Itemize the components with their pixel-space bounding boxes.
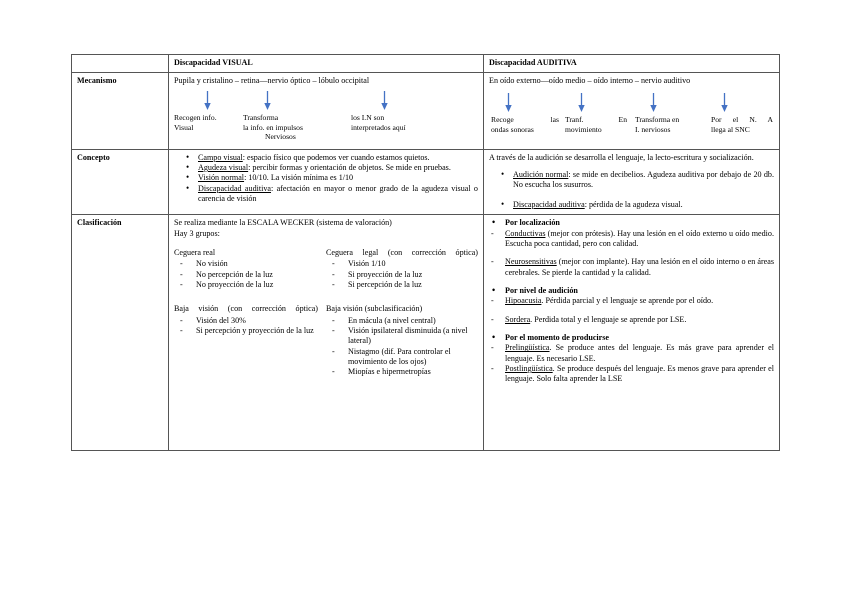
down-arrow-icon	[649, 93, 658, 113]
clasificacion-visual-intro-2: Hay 3 grupos:	[174, 228, 220, 238]
list-item: - Si percepción de la luz	[326, 280, 478, 290]
section-item: - Conductivas (mejor con prótesis). Hay una lesión en el oído externo u oído medio. Escucha poca cantidad, pero con calidad.	[489, 229, 774, 250]
group-baja-vision-correccion	[174, 304, 326, 378]
group-baja-vision-subclasificacion	[326, 304, 478, 378]
list-item: - En mácula (a nivel central)	[326, 316, 478, 326]
header-visual: Discapacidad VISUAL	[169, 55, 484, 73]
row-label-concepto: Concepto	[72, 149, 169, 214]
list-item: - Visión 1/10	[326, 259, 478, 269]
list-item: - Miopías e hipermetropías	[326, 367, 478, 377]
down-arrow-icon	[720, 93, 729, 113]
group-heading: Ceguera real	[174, 247, 216, 257]
spacer	[489, 163, 774, 170]
group-list	[326, 316, 478, 378]
legend-item: Por el N. A llega al SNC	[711, 114, 773, 134]
clasificacion-visual-group-pair-2	[174, 304, 478, 378]
group-heading: Baja visión (subclasificación)	[326, 304, 423, 314]
group-list	[174, 316, 318, 337]
header-corner-cell	[72, 55, 169, 73]
list-item: - Visión del 30%	[174, 316, 318, 326]
group-ceguera-legal	[326, 248, 478, 290]
list-item: - No visión	[174, 259, 318, 269]
section-heading-momento: • Por el momento de producirse	[489, 333, 774, 343]
table-row-clasificacion	[72, 215, 780, 451]
list-item: - No proyección de la luz	[174, 280, 318, 290]
section-item: - Prelingüística. Se produce antes del lenguaje. Es más grave para aprender el lenguaje. Es necesario LSE.	[489, 343, 774, 364]
section-item: - Sordera. Perdida total y el lenguaje se aprende por LSE.	[489, 315, 774, 325]
comparison-table	[71, 54, 780, 451]
mecanismo-auditiva-chain: En oído externo—oído medio – oído interno – nervio auditivo	[489, 76, 691, 86]
list-item: • Visión normal: 10/10. La visión mínima es 1/10	[188, 173, 478, 183]
legend-item: Recoge las ondas sonoras	[491, 114, 559, 134]
spacer	[489, 249, 774, 257]
table-row-mecanismo	[72, 73, 780, 149]
spacer	[489, 307, 774, 315]
table-header-row	[72, 55, 780, 73]
header-auditiva: Discapacidad AUDITIVA	[484, 55, 780, 73]
legend-item: Recogen info. Visual	[174, 112, 217, 132]
list-item: • Campo visual: espacio físico que podemos ver cuando estamos quietos.	[188, 153, 478, 163]
legend-item: los I.N son interpretados aquí	[351, 112, 406, 132]
list-item: - Visión ipsilateral disminuida (a nivel lateral)	[326, 326, 478, 347]
legend-item: Tranf. En movimiento	[565, 114, 627, 134]
mecanismo-auditiva-arrows	[489, 93, 774, 115]
section-item: - Neurosensitivas (mejor con implante). Hay una lesión en el oído interno o en áreas cerebrales. Se pierde la cantidad y la calidad.	[489, 257, 774, 278]
group-list	[174, 259, 318, 290]
section-item: - Postlingüística. Se produce después del lenguaje. Es menos grave para aprender el lenguaje. Solo falta aprender la LSE	[489, 364, 774, 385]
clasificacion-visual-group-pair-1	[174, 248, 478, 290]
concepto-auditiva-intro: A través de la audición se desarrolla el lenguaje, la lecto-escritura y socialización.	[489, 152, 754, 162]
mecanismo-visual-legends	[174, 113, 478, 145]
down-arrow-icon	[263, 91, 272, 111]
list-item: • Agudeza visual: percibir formas y orientación de objetos. Se mide en pruebas.	[188, 163, 478, 173]
list-item: • Discapacidad auditiva: pérdida de la agudeza visual.	[503, 200, 774, 210]
spacer	[489, 325, 774, 333]
section-heading-nivel-audicion: • Por nivel de audición	[489, 286, 774, 296]
down-arrow-icon	[504, 93, 513, 113]
legend-item: Transforma en I. nerviosos	[635, 114, 680, 134]
group-heading: Baja visión (con corrección óptica)	[174, 304, 318, 314]
mecanismo-auditiva-legends	[489, 115, 774, 139]
list-item: - Si percepción y proyección de la luz	[174, 326, 318, 336]
clasificacion-visual-intro-1: Se realiza mediante la ESCALA WECKER (sistema de valoración)	[174, 218, 392, 228]
mecanismo-auditiva-cell	[484, 73, 780, 149]
mecanismo-visual-arrows	[174, 91, 478, 113]
list-item: - No percepción de la luz	[174, 270, 318, 280]
list-item: - Nistagmo (dif. Para controlar el movimiento de los ojos)	[326, 347, 478, 368]
section-heading-localizacion: • Por localización	[489, 218, 774, 228]
list-item: • Discapacidad auditiva: afectación en mayor o menor grado de la agudeza visual o carencia de visión	[188, 184, 478, 205]
concepto-auditiva-cell	[484, 149, 780, 214]
clasificacion-auditiva-cell	[484, 215, 780, 451]
table-row-concepto	[72, 149, 780, 214]
section-item: - Hipoacusia. Pérdida parcial y el lenguaje se aprende por el oído.	[489, 296, 774, 306]
down-arrow-icon	[577, 93, 586, 113]
legend-item: Transforma la info. en impulsos Nerviosos	[243, 112, 303, 142]
group-list	[326, 259, 478, 290]
mecanismo-visual-chain: Pupila y cristalino – retina—nervio óptico – lóbulo occipital	[174, 76, 370, 86]
concepto-visual-list	[174, 153, 478, 205]
row-label-clasificacion: Clasificación	[72, 215, 169, 451]
mecanismo-visual-cell	[169, 73, 484, 149]
concepto-visual-cell	[169, 149, 484, 214]
group-ceguera-real	[174, 248, 326, 290]
group-heading: Ceguera legal (con corrección óptica)	[326, 247, 478, 257]
down-arrow-icon	[380, 91, 389, 111]
list-item: - Si proyección de la luz	[326, 270, 478, 280]
spacer	[489, 278, 774, 286]
concepto-auditiva-list	[489, 170, 774, 210]
down-arrow-icon	[203, 91, 212, 111]
row-label-mecanismo: Mecanismo	[72, 73, 169, 149]
clasificacion-visual-cell	[169, 215, 484, 451]
list-item: • Audición normal: se mide en decibelios. Agudeza auditiva por debajo de 20 db. No escucha los susurros.	[503, 170, 774, 191]
